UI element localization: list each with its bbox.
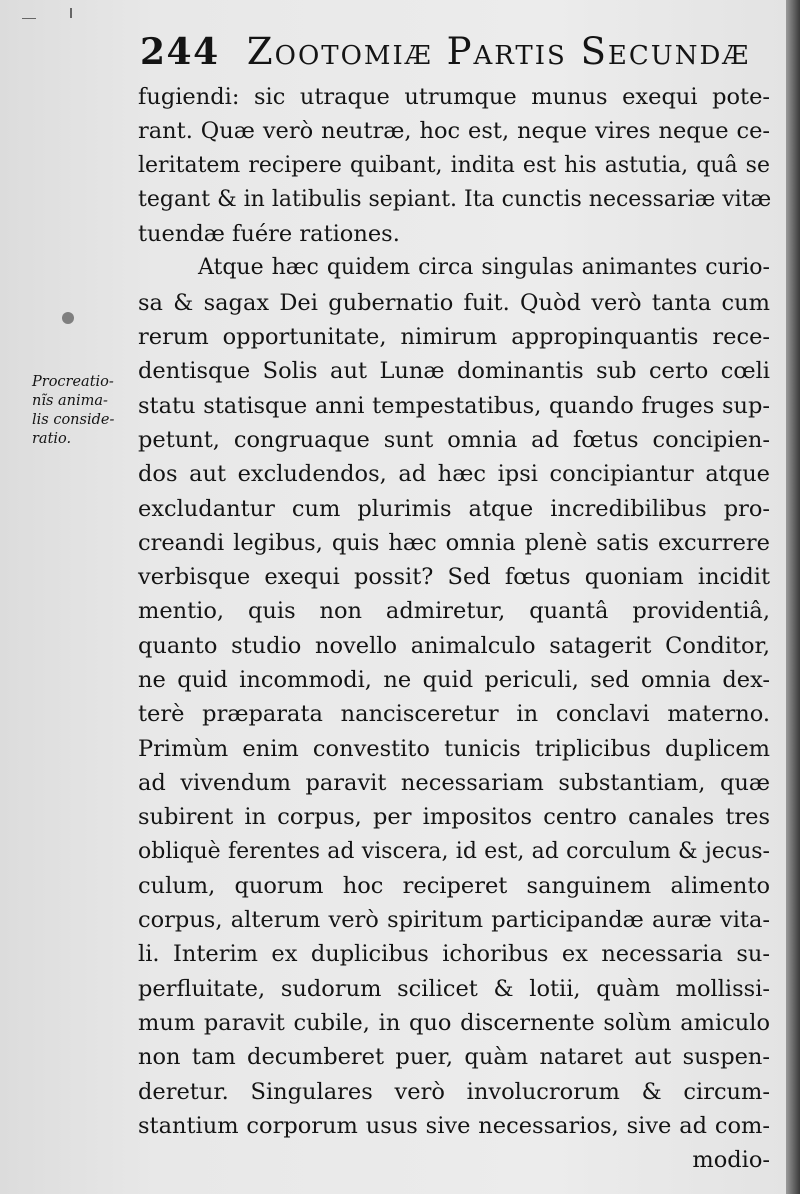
book-spine-edge [786, 0, 800, 1194]
text-line: tuendæ fuére rationes. [138, 221, 400, 248]
text-line: ne quid incommodi, ne quid periculi, sed omnia dex- [138, 667, 770, 694]
ink-smudge [62, 312, 74, 324]
marginal-note-line: nĩs anima- [32, 393, 108, 409]
text-line: stantium corporum usus sive necessarios, sive ad com- [138, 1112, 770, 1139]
marginal-note [32, 373, 132, 449]
text-line: mum paravit cubile, in quo discernente solùm amiculo [138, 1010, 770, 1037]
running-header [140, 30, 750, 73]
text-line: quanto studio novello animalculo satagerit Conditor, [138, 632, 770, 659]
text-line: corpus, alterum verò spiritum participandæ auræ vita- [138, 907, 770, 934]
text-line: li. Interim ex duplicibus ichoribus ex necessaria su- [138, 941, 770, 968]
text-line: Primùm enim convestito tunicis triplicibus duplicem [138, 735, 770, 762]
text-line: statu statisque anni tempestatibus, quando fruges sup- [138, 392, 770, 419]
text-line: non tam decumberet puer, quàm nataret aut suspen- [138, 1044, 770, 1071]
text-line: dos aut excludendos, ad hæc ipsi concipiantur atque [138, 461, 770, 488]
text-line: culum, quorum hoc reciperet sanguinem alimento [138, 872, 770, 899]
text-line: dentisque Solis aut Lunæ dominantis sub certo cœli [138, 358, 770, 385]
text-line: mentio, quis non admiretur, quantâ providentiâ, [138, 598, 770, 625]
marginal-note-line: Procreatio- [32, 374, 114, 390]
text-line: tegant & in latibulis sepiant. Ita cunctis necessariæ vitæ [138, 186, 772, 212]
text-line: verbisque exequi possit? Sed fœtus quoniam incidit [138, 564, 770, 591]
text-line: rant. Quæ verò neutræ, hoc est, neque vires neque ce- [138, 118, 770, 145]
text-line: terè præparata nancisceretur in conclavi materno. [138, 701, 770, 728]
text-line: obliquè ferentes ad viscera, id est, ad corculum & jecus- [138, 838, 770, 864]
text-line: leritatem recipere quibant, indita est his astutia, quâ se [138, 152, 770, 178]
text-line: perfluitate, sudorum scilicet & lotii, quàm mollissi- [138, 975, 770, 1002]
running-title: Zootomiæ Partis Secundæ [246, 30, 751, 73]
text-line: rerum opportunitate, nimirum appropinquantis rece- [138, 324, 770, 351]
text-line: Atque hæc quidem circa singulas animantes curio- [198, 255, 770, 281]
body-text [138, 80, 770, 1178]
text-line: excludantur cum plurimis atque incredibilibus pro- [138, 495, 770, 522]
page-number: 244 [140, 31, 220, 73]
text-line: sa & sagax Dei gubernatio fuit. Quòd verò tanta cum [138, 289, 770, 316]
text-line: creandi legibus, quis hæc omnia plenè satis excurrere [138, 529, 770, 556]
margin-mark [70, 8, 72, 18]
marginal-note-line: lis conside- [32, 412, 115, 428]
text-line: petunt, congruaque sunt omnia ad fœtus concipien- [138, 426, 770, 453]
text-line: subirent in corpus, per impositos centro canales tres [138, 804, 770, 831]
text-line: fugiendi: sic utraque utrumque munus exequi pote- [138, 84, 770, 110]
text-line: deretur. Singulares verò involucrorum & circum- [138, 1078, 770, 1105]
marginal-note-line: ratio. [32, 431, 72, 447]
text-line: ad vivendum paravit necessariam substantiam, quæ [138, 769, 770, 796]
margin-mark [22, 18, 36, 19]
catchword: modio- [692, 1147, 770, 1174]
